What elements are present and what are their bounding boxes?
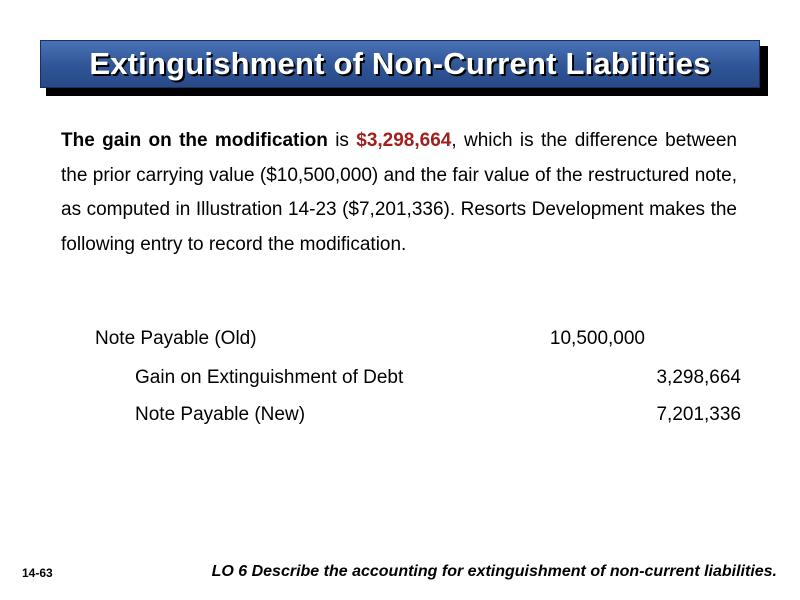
- journal-account-debit: Note Payable (Old): [95, 328, 257, 349]
- paragraph-is: is: [327, 130, 357, 151]
- journal-credit-amount: 7,201,336: [656, 404, 741, 425]
- journal-debit-amount: 10,500,000: [549, 328, 645, 349]
- title-banner: [40, 40, 760, 88]
- journal-account-credit: Note Payable (New): [135, 404, 306, 425]
- slide-title: Extinguishment of Non-Current Liabilities: [89, 46, 711, 81]
- paragraph-lead: The gain on the modification: [61, 130, 328, 151]
- gain-amount: $3,298,664: [356, 130, 452, 151]
- paragraph-rest: , which is the difference between the prior carrying value ($10,500,000) and the fair value of the restructured note, as computed in Illustration 14-23 ($7,201,336). Resorts Development makes the following entry to record the modification.: [61, 130, 737, 255]
- slide-number: 14-63: [22, 566, 53, 580]
- learning-objective: LO 6 Describe the accounting for extinguishment of non-current liabilities.: [211, 563, 777, 580]
- journal-credit-amount: 3,298,664: [656, 367, 741, 388]
- body-paragraph: [61, 124, 737, 262]
- journal-account-credit: Gain on Extinguishment of Debt: [135, 367, 404, 388]
